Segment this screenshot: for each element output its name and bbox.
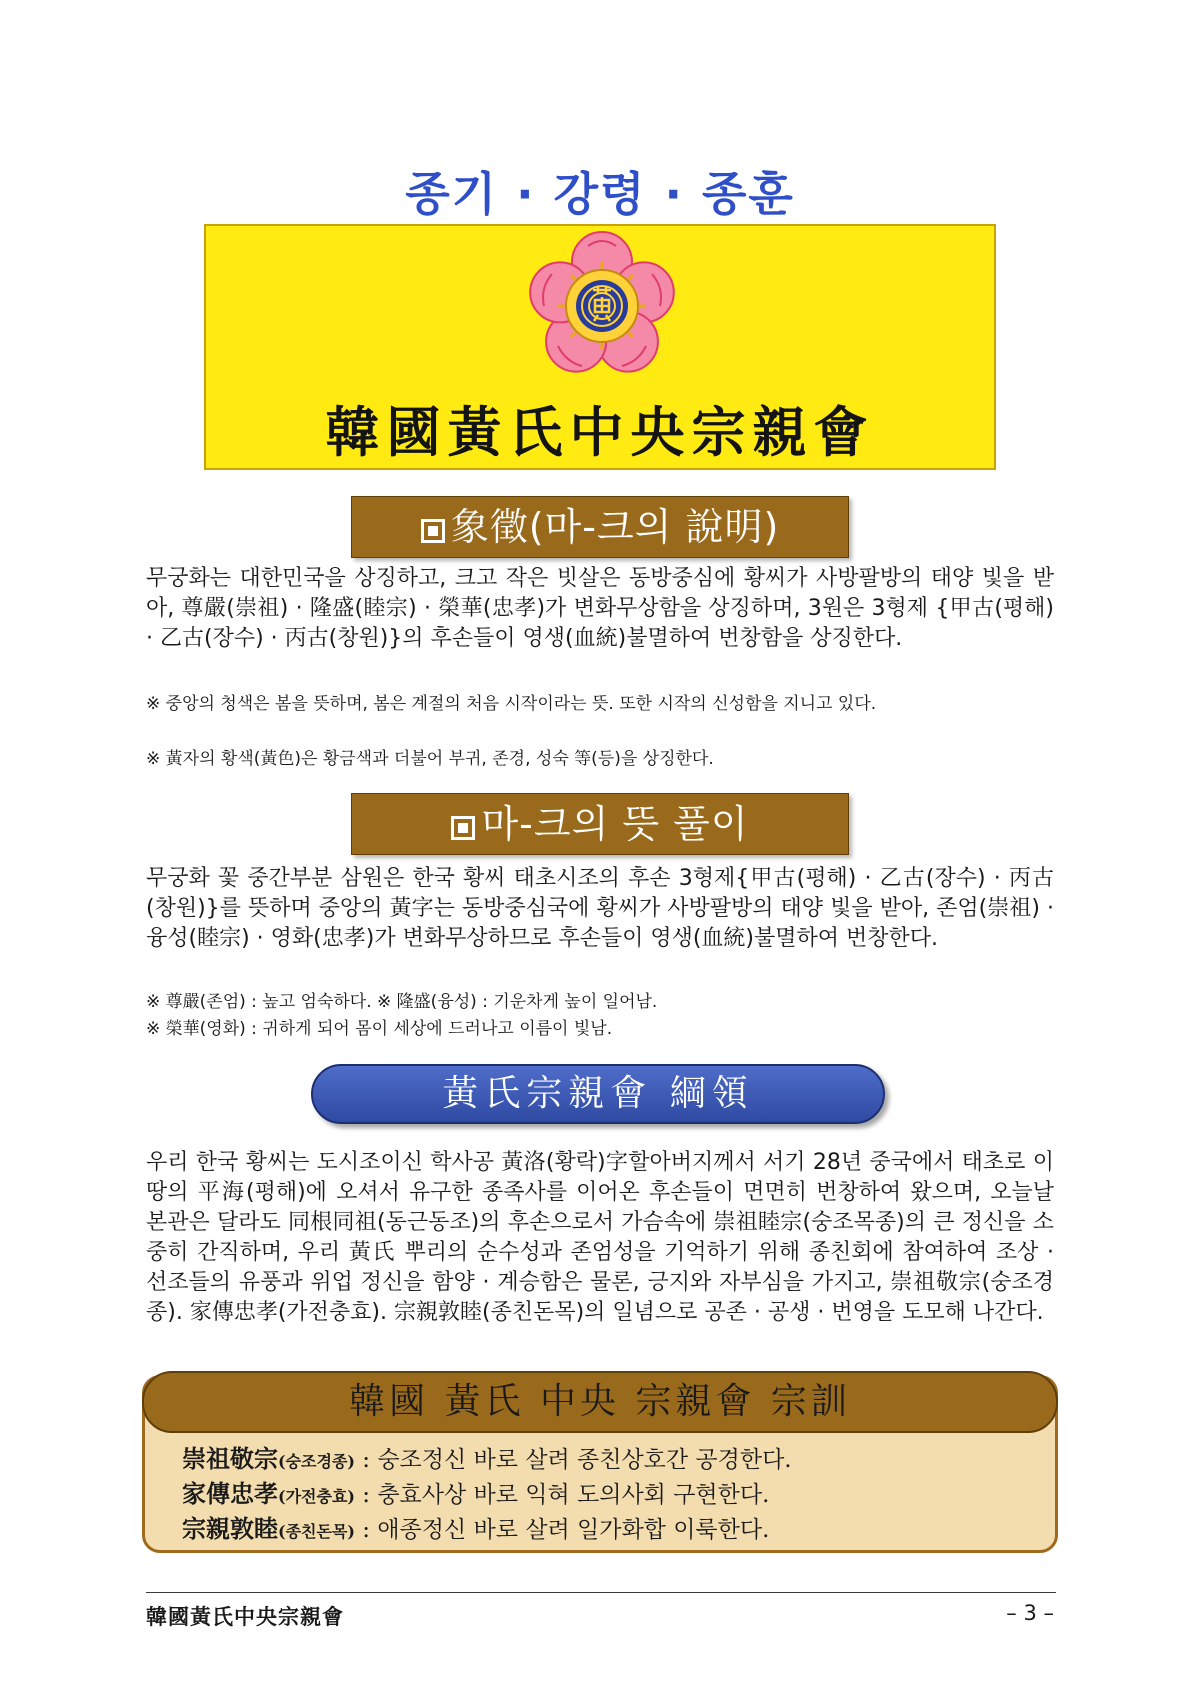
symbol-section-heading [351,496,849,558]
principles-heading: 黃氏宗親會 綱領 [311,1064,885,1124]
motto-line [182,1443,792,1478]
motto-text: : 애종정신 바로 살려 일가화합 이룩한다. [354,1517,770,1543]
square-bullet-icon [421,519,445,543]
meaning-note-2: ※ 榮華(영화) : 귀하게 되어 몸이 세상에 드러나고 이름이 빛남. [146,1019,613,1039]
meaning-description: 무궁화 꽃 중간부분 삼원은 한국 황씨 태초시조의 후손 3형제{甲古(평해) · 乙古(장수) · 丙古(창원)}를 뜻하며 중앙의 黃字는 동방중심국에 황씨가 사방팔방의 태양 빛을 받아, 존엄(崇祖) · 융성(睦宗) · 영화(忠孝)가 변화무상하므로 후손들이 영생(血統)불멸하여 번창한다. [146,866,1054,951]
meaning-section-heading [351,793,849,855]
symbol-note-blue: ※ 중앙의 청색은 봄을 뜻하며, 봄은 계절의 처음 시작이라는 뜻. 또한 시작의 신성함을 지니고 있다. [146,694,877,714]
page-number: – 3 – [1006,1601,1054,1625]
page-title: 종기 · 강령 · 종훈 [405,167,795,221]
motto-line [182,1513,769,1548]
motto-reading: (숭조경종) [278,1452,355,1471]
footer-divider [146,1592,1056,1593]
meaning-note-1: ※ 尊嚴(존엄) : 높고 엄숙하다. ※ 隆盛(융성) : 기운차게 높이 일어남. [146,992,658,1012]
motto-hanja: 崇祖敬宗 [182,1444,278,1473]
motto-text: : 숭조정신 바로 살려 종친상호간 공경한다. [354,1447,792,1473]
symbol-section-heading-text: 象徵(마-크의 說明) [450,505,780,549]
motto-heading: 韓國 黃氏 中央 宗親會 宗訓 [142,1371,1058,1433]
flag-org-name: 韓國黃氏中央宗親會 [325,400,875,464]
square-bullet-icon [451,816,475,840]
footer-org-name: 韓國黃氏中央宗親會 [146,1604,344,1629]
meaning-section-heading-text: 마-크의 뜻 풀이 [481,802,749,846]
motto-hanja: 家傳忠孝 [182,1479,278,1508]
motto-line [182,1478,769,1513]
motto-hanja: 宗親敦睦 [182,1514,278,1543]
motto-text: : 충효사상 바로 익혀 도의사회 구현한다. [354,1482,770,1508]
motto-reading: (가전충효) [278,1487,355,1506]
principles-description: 우리 한국 황씨는 도시조이신 학사공 黃洛(황락)字할아버지께서 서기 28년 중국에서 태초로 이 땅의 平海(평해)에 오셔서 유구한 종족사를 이어온 후손들이 면면히 번창하여 왔으며, 오늘날 본관은 달라도 同根同祖(동근동조)의 후손으로서 가슴속에 崇祖睦宗(숭조목종)의 큰 정신을 소중히 간직하며, 우리 黃氏 뿌리의 순수성과 존엄성을 기억하기 위해 종친회에 참여하여 조상 · 선조들의 유풍과 위업 정신을 함양 · 계승함은 물론, 긍지와 자부심을 가지고, 崇祖敬宗(숭조경종). 家傳忠孝(가전충효). 宗親敦睦(종친돈목)의 일념으로 공존 · 공생 · 번영을 도모해 나간다. [146,1150,1054,1325]
symbol-note-yellow: ※ 黃자의 황색(黃色)은 황금색과 더불어 부귀, 존경, 성숙 等(등)을 상징한다. [146,749,714,769]
motto-reading: (종친돈목) [278,1522,355,1541]
symbol-description: 무궁화는 대한민국을 상징하고, 크고 작은 빗살은 동방중심에 황씨가 사방팔방의 태양 빛을 받아, 尊嚴(崇祖) · 隆盛(睦宗) · 榮華(忠孝)가 변화무상함을 상징하며, 3원은 3형제 {甲古(평해) · 乙古(장수) · 丙古(창원)}의 후손들이 영생(血統)불멸하여 번창함을 상징한다. [146,566,1054,651]
society-flag [204,224,996,470]
